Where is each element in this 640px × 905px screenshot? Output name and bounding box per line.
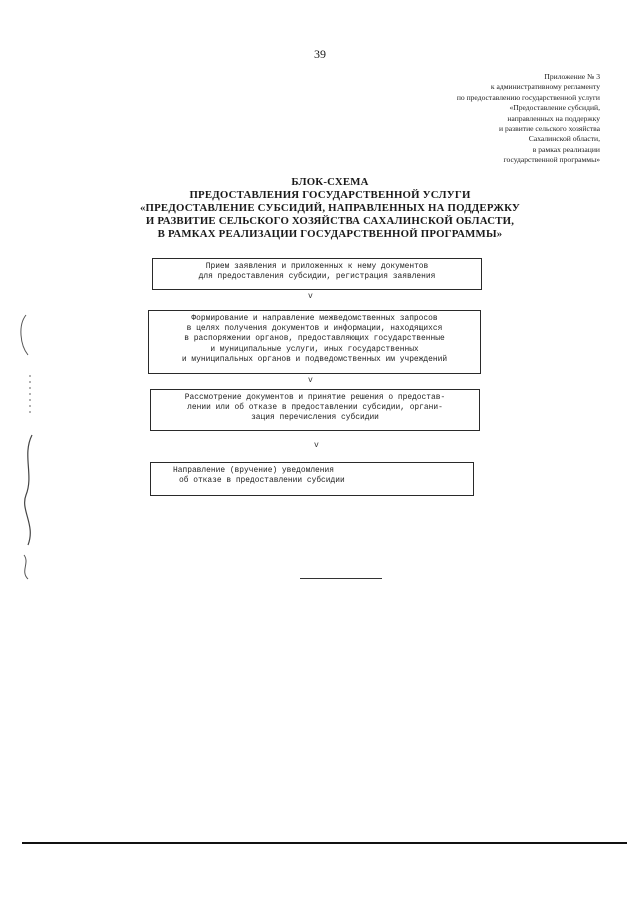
flow-step-decision: [150, 389, 480, 431]
heading-line: И РАЗВИТИЕ СЕЛЬСКОГО ХОЗЯЙСТВА САХАЛИНСКОЙ ОБЛАСТИ,: [145, 215, 515, 227]
heading-line: В РАМКАХ РЕАЛИЗАЦИИ ГОСУДАРСТВЕННОЙ ПРОГРАММЫ»: [157, 228, 503, 240]
flow-step-notification: [150, 462, 474, 496]
flow-step-line: Направление (вручение) уведомления: [173, 466, 334, 475]
annex-line: направленных на поддержку: [507, 113, 600, 123]
annex-line: государственной программы»: [503, 155, 600, 165]
flow-step-line: в распоряжении органов, предоставляющих государственные: [184, 334, 445, 344]
flow-step-line: об отказе в предоставлении субсидии: [179, 476, 345, 486]
annex-reference: [340, 72, 600, 166]
flow-step-line: Формирование и направление межведомственных запросов: [191, 314, 438, 323]
flow-step-line: и муниципальные услуги, иных государственных: [210, 344, 419, 354]
flow-step-line: и муниципальных органов и подведомственных им учреждений: [181, 354, 448, 364]
annex-line: и развитие сельского хозяйства: [498, 124, 600, 134]
heading-line: «ПРЕДОСТАВЛЕНИЕ СУБСИДИЙ, НАПРАВЛЕННЫХ НА ПОДДЕРЖКУ: [139, 202, 521, 214]
flow-arrow-icon: v: [314, 441, 319, 450]
flow-step-line: лении или об отказе в предоставлении субсидии, органи-: [187, 403, 443, 413]
flow-arrow-icon: v: [308, 376, 313, 385]
margin-marks-icon: [8, 305, 48, 585]
annex-line: Приложение № 3: [544, 72, 600, 81]
page-number: 39: [314, 47, 326, 61]
heading-line: БЛОК-СХЕМА: [291, 176, 369, 188]
flow-step-line: в целях получения документов и информации, находящихся: [186, 324, 443, 334]
flow-step-line: зация перечисления субсидии: [251, 413, 379, 423]
flow-step-line: Прием заявления и приложенных к нему документов: [205, 262, 429, 271]
flow-step-line: для предоставления субсидии, регистрация заявления: [198, 272, 436, 282]
flow-step-line: Рассмотрение документов и принятие решения о предостав-: [184, 393, 446, 402]
bottom-scan-edge: [22, 842, 627, 844]
heading-line: ПРЕДОСТАВЛЕНИЯ ГОСУДАРСТВЕННОЙ УСЛУГИ: [189, 189, 471, 201]
annex-line: в рамках реализации: [532, 144, 600, 154]
signature-line: [300, 578, 382, 579]
document-heading: [120, 176, 540, 241]
annex-line: по предоставлению государственной услуги: [456, 92, 600, 102]
flow-arrow-icon: v: [308, 292, 313, 301]
annex-line: Сахалинской области,: [528, 134, 600, 144]
annex-line: к административному регламенту: [490, 82, 600, 92]
annex-line: «Предоставление субсидий,: [509, 103, 600, 113]
flow-step-interagency-requests: [148, 310, 481, 374]
flow-step-reception: [152, 258, 482, 290]
